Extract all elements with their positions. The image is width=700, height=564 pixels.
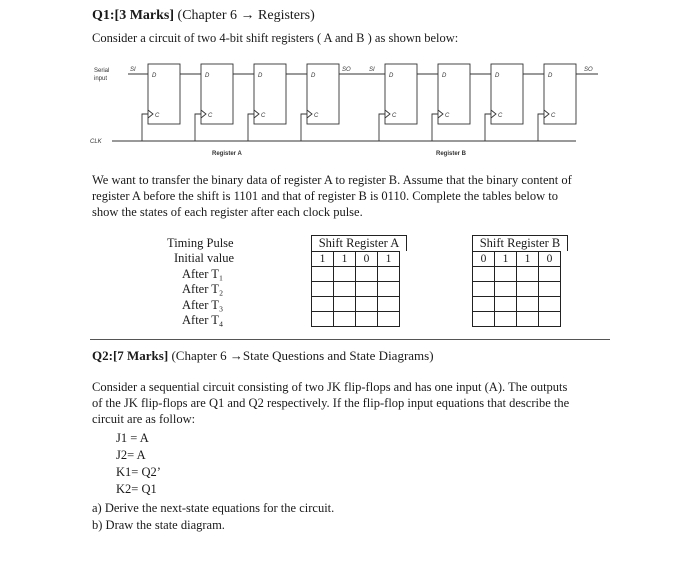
q2-para-line-1: Consider a sequential circuit consisting of two JK flip-flops and has one input (A). The outputs bbox=[92, 380, 568, 394]
timing-rows bbox=[174, 251, 254, 329]
q1-marks: Q1:[3 Marks] bbox=[92, 8, 175, 23]
q1-para-line-2: register A before the shift is 1101 and that of register B is 0110. Complete the tables below to bbox=[92, 189, 558, 203]
shift-register-a-title: Shift Register A bbox=[311, 235, 407, 251]
serial-label-2: input bbox=[94, 76, 108, 82]
q1-title bbox=[92, 8, 315, 24]
register-a-label: Register A bbox=[212, 151, 242, 157]
c-b3: C bbox=[498, 113, 503, 119]
table-row bbox=[312, 252, 400, 267]
timing-row-t2: After T₂ bbox=[182, 282, 224, 296]
d-a3: D bbox=[258, 73, 263, 79]
q2-part-a: a) Derive the next-state equations for the circuit. bbox=[92, 501, 335, 515]
shift-register-b-table bbox=[472, 251, 561, 327]
table-cell: 1 bbox=[378, 252, 400, 267]
table-cell[interactable] bbox=[312, 267, 334, 282]
table-cell[interactable] bbox=[495, 282, 517, 297]
so-label-b: SO bbox=[584, 67, 593, 73]
c-a3: C bbox=[261, 113, 266, 119]
table-cell[interactable] bbox=[473, 267, 495, 282]
d-b2: D bbox=[442, 73, 447, 79]
timing-header: Timing Pulse bbox=[167, 236, 234, 250]
table-cell[interactable] bbox=[473, 297, 495, 312]
table-row bbox=[473, 312, 561, 327]
timing-row-t1: After T₁ bbox=[182, 266, 224, 281]
clk-label: CLK bbox=[90, 139, 102, 145]
table-row bbox=[312, 297, 400, 312]
table-row bbox=[312, 267, 400, 282]
timing-row-t3: After T₃ bbox=[182, 297, 224, 312]
table-cell[interactable] bbox=[473, 282, 495, 297]
si-label-b: SI bbox=[369, 67, 375, 73]
q1-para-line-1: We want to transfer the binary data of register A to register B. Assume that the binary content of bbox=[92, 173, 572, 187]
so-label-a: SO bbox=[342, 67, 351, 73]
table-cell[interactable] bbox=[378, 282, 400, 297]
table-row bbox=[312, 282, 400, 297]
equation-k2: K2= Q1 bbox=[116, 482, 157, 496]
table-cell[interactable] bbox=[334, 282, 356, 297]
table-cell[interactable] bbox=[334, 297, 356, 312]
q1-para-line-3: show the states of each register after each clock pulse. bbox=[92, 205, 363, 219]
equation-j1: J1 = A bbox=[116, 431, 149, 445]
table-cell[interactable] bbox=[495, 267, 517, 282]
c-b1: C bbox=[392, 113, 397, 119]
c-a1: C bbox=[155, 113, 160, 119]
table-cell[interactable] bbox=[334, 267, 356, 282]
table-cell[interactable] bbox=[539, 297, 561, 312]
table-cell: 1 bbox=[495, 252, 517, 267]
table-cell[interactable] bbox=[356, 282, 378, 297]
table-cell[interactable] bbox=[356, 312, 378, 327]
shift-register-b bbox=[472, 235, 568, 327]
c-a4: C bbox=[314, 113, 319, 119]
table-row bbox=[473, 282, 561, 297]
d-b1: D bbox=[389, 73, 394, 79]
table-cell[interactable] bbox=[517, 267, 539, 282]
table-cell[interactable] bbox=[312, 312, 334, 327]
table-cell[interactable] bbox=[312, 297, 334, 312]
table-row bbox=[473, 267, 561, 282]
table-cell[interactable] bbox=[312, 282, 334, 297]
table-cell: 0 bbox=[356, 252, 378, 267]
table-cell: 1 bbox=[334, 252, 356, 267]
table-cell[interactable] bbox=[517, 282, 539, 297]
q2-part-b: b) Draw the state diagram. bbox=[92, 518, 225, 532]
table-cell[interactable] bbox=[334, 312, 356, 327]
q2-title bbox=[92, 348, 434, 364]
table-cell[interactable] bbox=[378, 312, 400, 327]
table-cell[interactable] bbox=[539, 282, 561, 297]
q1-chapter: (Chapter 6 → Registers) bbox=[174, 8, 315, 23]
table-cell[interactable] bbox=[517, 297, 539, 312]
shift-register-a-table bbox=[311, 251, 400, 327]
equation-k1: K1= Q2’ bbox=[116, 465, 161, 479]
q2-equations bbox=[116, 430, 161, 498]
table-cell: 1 bbox=[517, 252, 539, 267]
q2-marks: Q2:[7 Marks] bbox=[92, 348, 169, 363]
table-cell[interactable] bbox=[378, 267, 400, 282]
shift-register-circuit bbox=[86, 58, 606, 160]
shift-register-a bbox=[311, 235, 407, 327]
section-divider bbox=[90, 339, 610, 340]
table-row bbox=[473, 297, 561, 312]
table-row bbox=[473, 252, 561, 267]
table-cell[interactable] bbox=[539, 312, 561, 327]
table-cell[interactable] bbox=[356, 297, 378, 312]
c-b2: C bbox=[445, 113, 450, 119]
si-label-a: SI bbox=[130, 67, 136, 73]
table-cell: 1 bbox=[312, 252, 334, 267]
d-b3: D bbox=[495, 73, 500, 79]
c-b4: C bbox=[551, 113, 556, 119]
table-cell[interactable] bbox=[539, 267, 561, 282]
table-cell[interactable] bbox=[495, 312, 517, 327]
table-row bbox=[312, 312, 400, 327]
timing-row-initial: Initial value bbox=[174, 251, 235, 265]
serial-label-1: Serial bbox=[94, 68, 110, 74]
d-a4: D bbox=[311, 73, 316, 79]
equation-j2: J2= A bbox=[116, 448, 146, 462]
table-cell[interactable] bbox=[473, 312, 495, 327]
q2-para-line-2: of the JK flip-flops are Q1 and Q2 respectively. If the flip-flop input equations that describe the bbox=[92, 396, 570, 410]
d-a1: D bbox=[152, 73, 157, 79]
table-cell[interactable] bbox=[495, 297, 517, 312]
table-cell[interactable] bbox=[378, 297, 400, 312]
q2-paragraph bbox=[92, 379, 569, 427]
q1-intro: Consider a circuit of two 4-bit shift registers ( A and B ) as shown below: bbox=[92, 31, 459, 45]
table-cell: 0 bbox=[473, 252, 495, 267]
q2-chapter: (Chapter 6 →State Questions and State Diagrams) bbox=[168, 348, 434, 363]
d-a2: D bbox=[205, 73, 210, 79]
q2-para-line-3: circuit are as follow: bbox=[92, 412, 196, 426]
table-cell[interactable] bbox=[356, 267, 378, 282]
table-cell: 0 bbox=[539, 252, 561, 267]
d-b4: D bbox=[548, 73, 553, 79]
shift-register-b-title: Shift Register B bbox=[472, 235, 568, 251]
q1-paragraph bbox=[92, 172, 572, 220]
table-cell[interactable] bbox=[517, 312, 539, 327]
c-a2: C bbox=[208, 113, 213, 119]
timing-row-t4: After T₄ bbox=[182, 313, 224, 327]
register-b-label: Register B bbox=[436, 151, 467, 157]
